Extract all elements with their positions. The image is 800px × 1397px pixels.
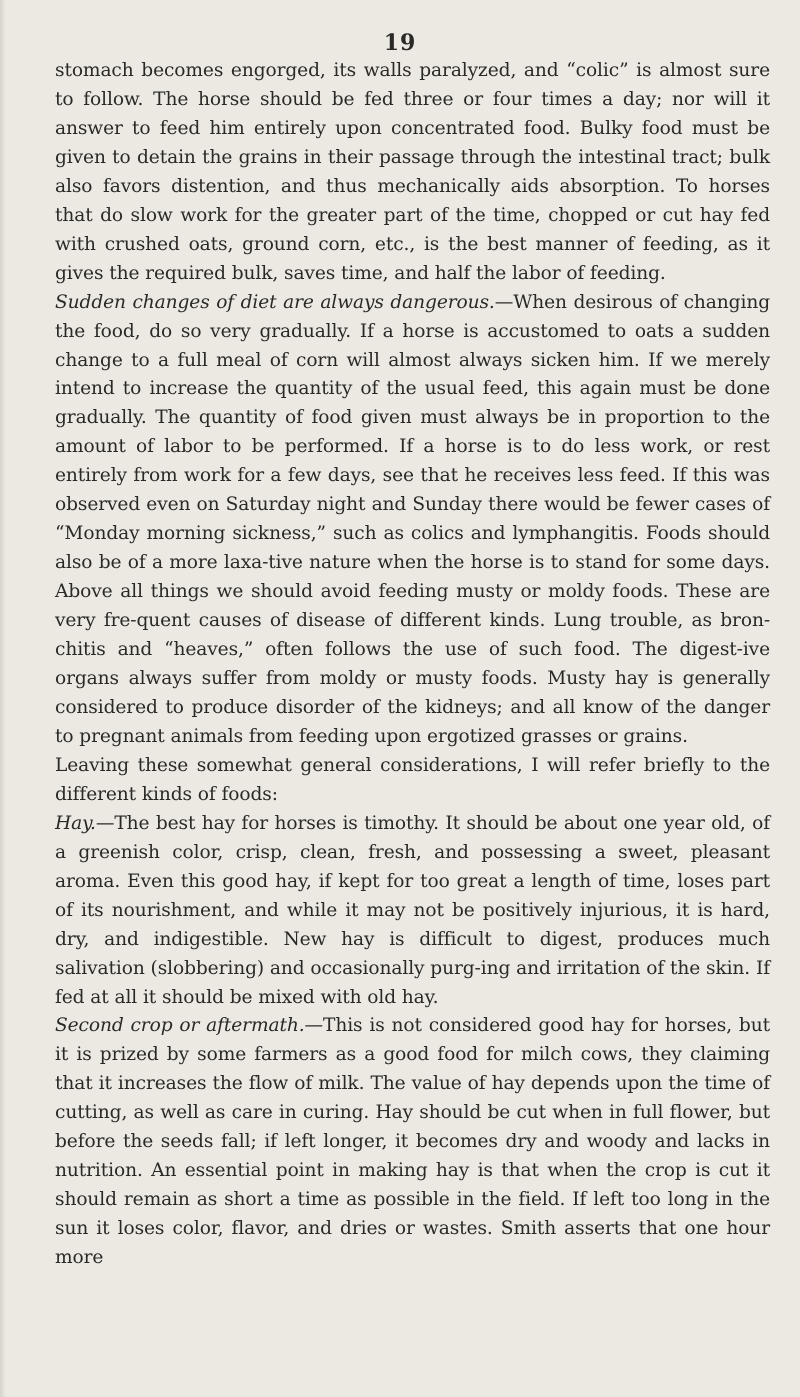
paragraph-5-lead: Second crop or aftermath.	[55, 1015, 305, 1037]
paragraph-3	[55, 752, 770, 810]
paragraph-4-text: —The best hay for horses is timothy. It should be about one year old, of a greenish color, crisp, clean, fresh, and possessing a sweet, pleasant aroma. Even this good hay, if kept for too great a length of time, loses part of its nourishment, and while it may not be positively injurious, it is hard, dry, and indigestible. New hay is difficult to digest, produces much salivation (slobbering) and occasionally purg-ing and irritation of the skin. If fed at all it should be mixed with old hay.	[55, 812, 770, 1008]
body-text	[55, 57, 770, 1273]
paragraph-5	[55, 1012, 770, 1273]
paragraph-2-lead: Sudden changes of diet are always dangerous.	[55, 291, 495, 313]
paragraph-4-lead: Hay.	[55, 812, 96, 834]
paragraph-4	[55, 810, 770, 1013]
page-number: 19	[383, 30, 417, 56]
paragraph-5-text: —This is not considered good hay for horses, but it is prized by some farmers as a good food for milch cows, they claiming that it increases the flow of milk. The value of hay depends upon the time of cutting, as well as care in curing. Hay should be cut when in full flower, but before the seeds fall; if left longer, it becomes dry and woody and lacks in nutrition. An essential point in making hay is that when the crop is cut it should remain as short a time as possible in the field. If left too long in the sun it loses color, flavor, and dries or wastes. Smith asserts that one hour more	[55, 1015, 770, 1269]
paragraph-1-text: stomach becomes engorged, its walls paralyzed, and “colic” is almost sure to follow. The horse should be fed three or four times a day; nor will it answer to feed him entirely upon concentrated food. Bulky food must be given to detain the grains in their passage through the intestinal tract; bulk also favors distention, and thus mechanically aids absorption. To horses that do slow work for the greater part of the time, chopped or cut hay fed with crushed oats, ground corn, etc., is the best manner of feeding, as it gives the required bulk, saves time, and half the labor of feeding.	[55, 60, 770, 284]
paragraph-2	[55, 289, 770, 752]
paragraph-3-text: Leaving these somewhat general considerations, I will refer briefly to the different kinds of foods:	[55, 754, 770, 805]
paragraph-2-text: —When desirous of changing the food, do so very gradually. If a horse is accustomed to oats a sudden change to a full meal of corn will almost always sicken him. If we merely intend to increase the quantity of the usual feed, this again must be done gradually. The quantity of food given must always be in proportion to the amount of labor to be performed. If a horse is to do less work, or rest entirely from work for a few days, see that he receives less feed. If this was observed even on Saturday night and Sunday there would be fewer cases of “Monday morning sickness,” such as colics and lymphangitis. Foods should also be of a more laxa-tive nature when the horse is to stand for some days. Above all things we should avoid feeding musty or moldy foods. These are very fre-quent causes of disease of different kinds. Lung trouble, as bron-chitis and “heaves,” often follows the use of such food. The digest-ive organs always suffer from moldy or musty foods. Musty hay is generally considered to produce disorder of the kidneys; and all know of the danger to pregnant animals from feeding upon ergotized grasses or grains.	[55, 291, 770, 747]
page-edge-shadow	[0, 0, 6, 1397]
paragraph-1	[55, 57, 770, 289]
